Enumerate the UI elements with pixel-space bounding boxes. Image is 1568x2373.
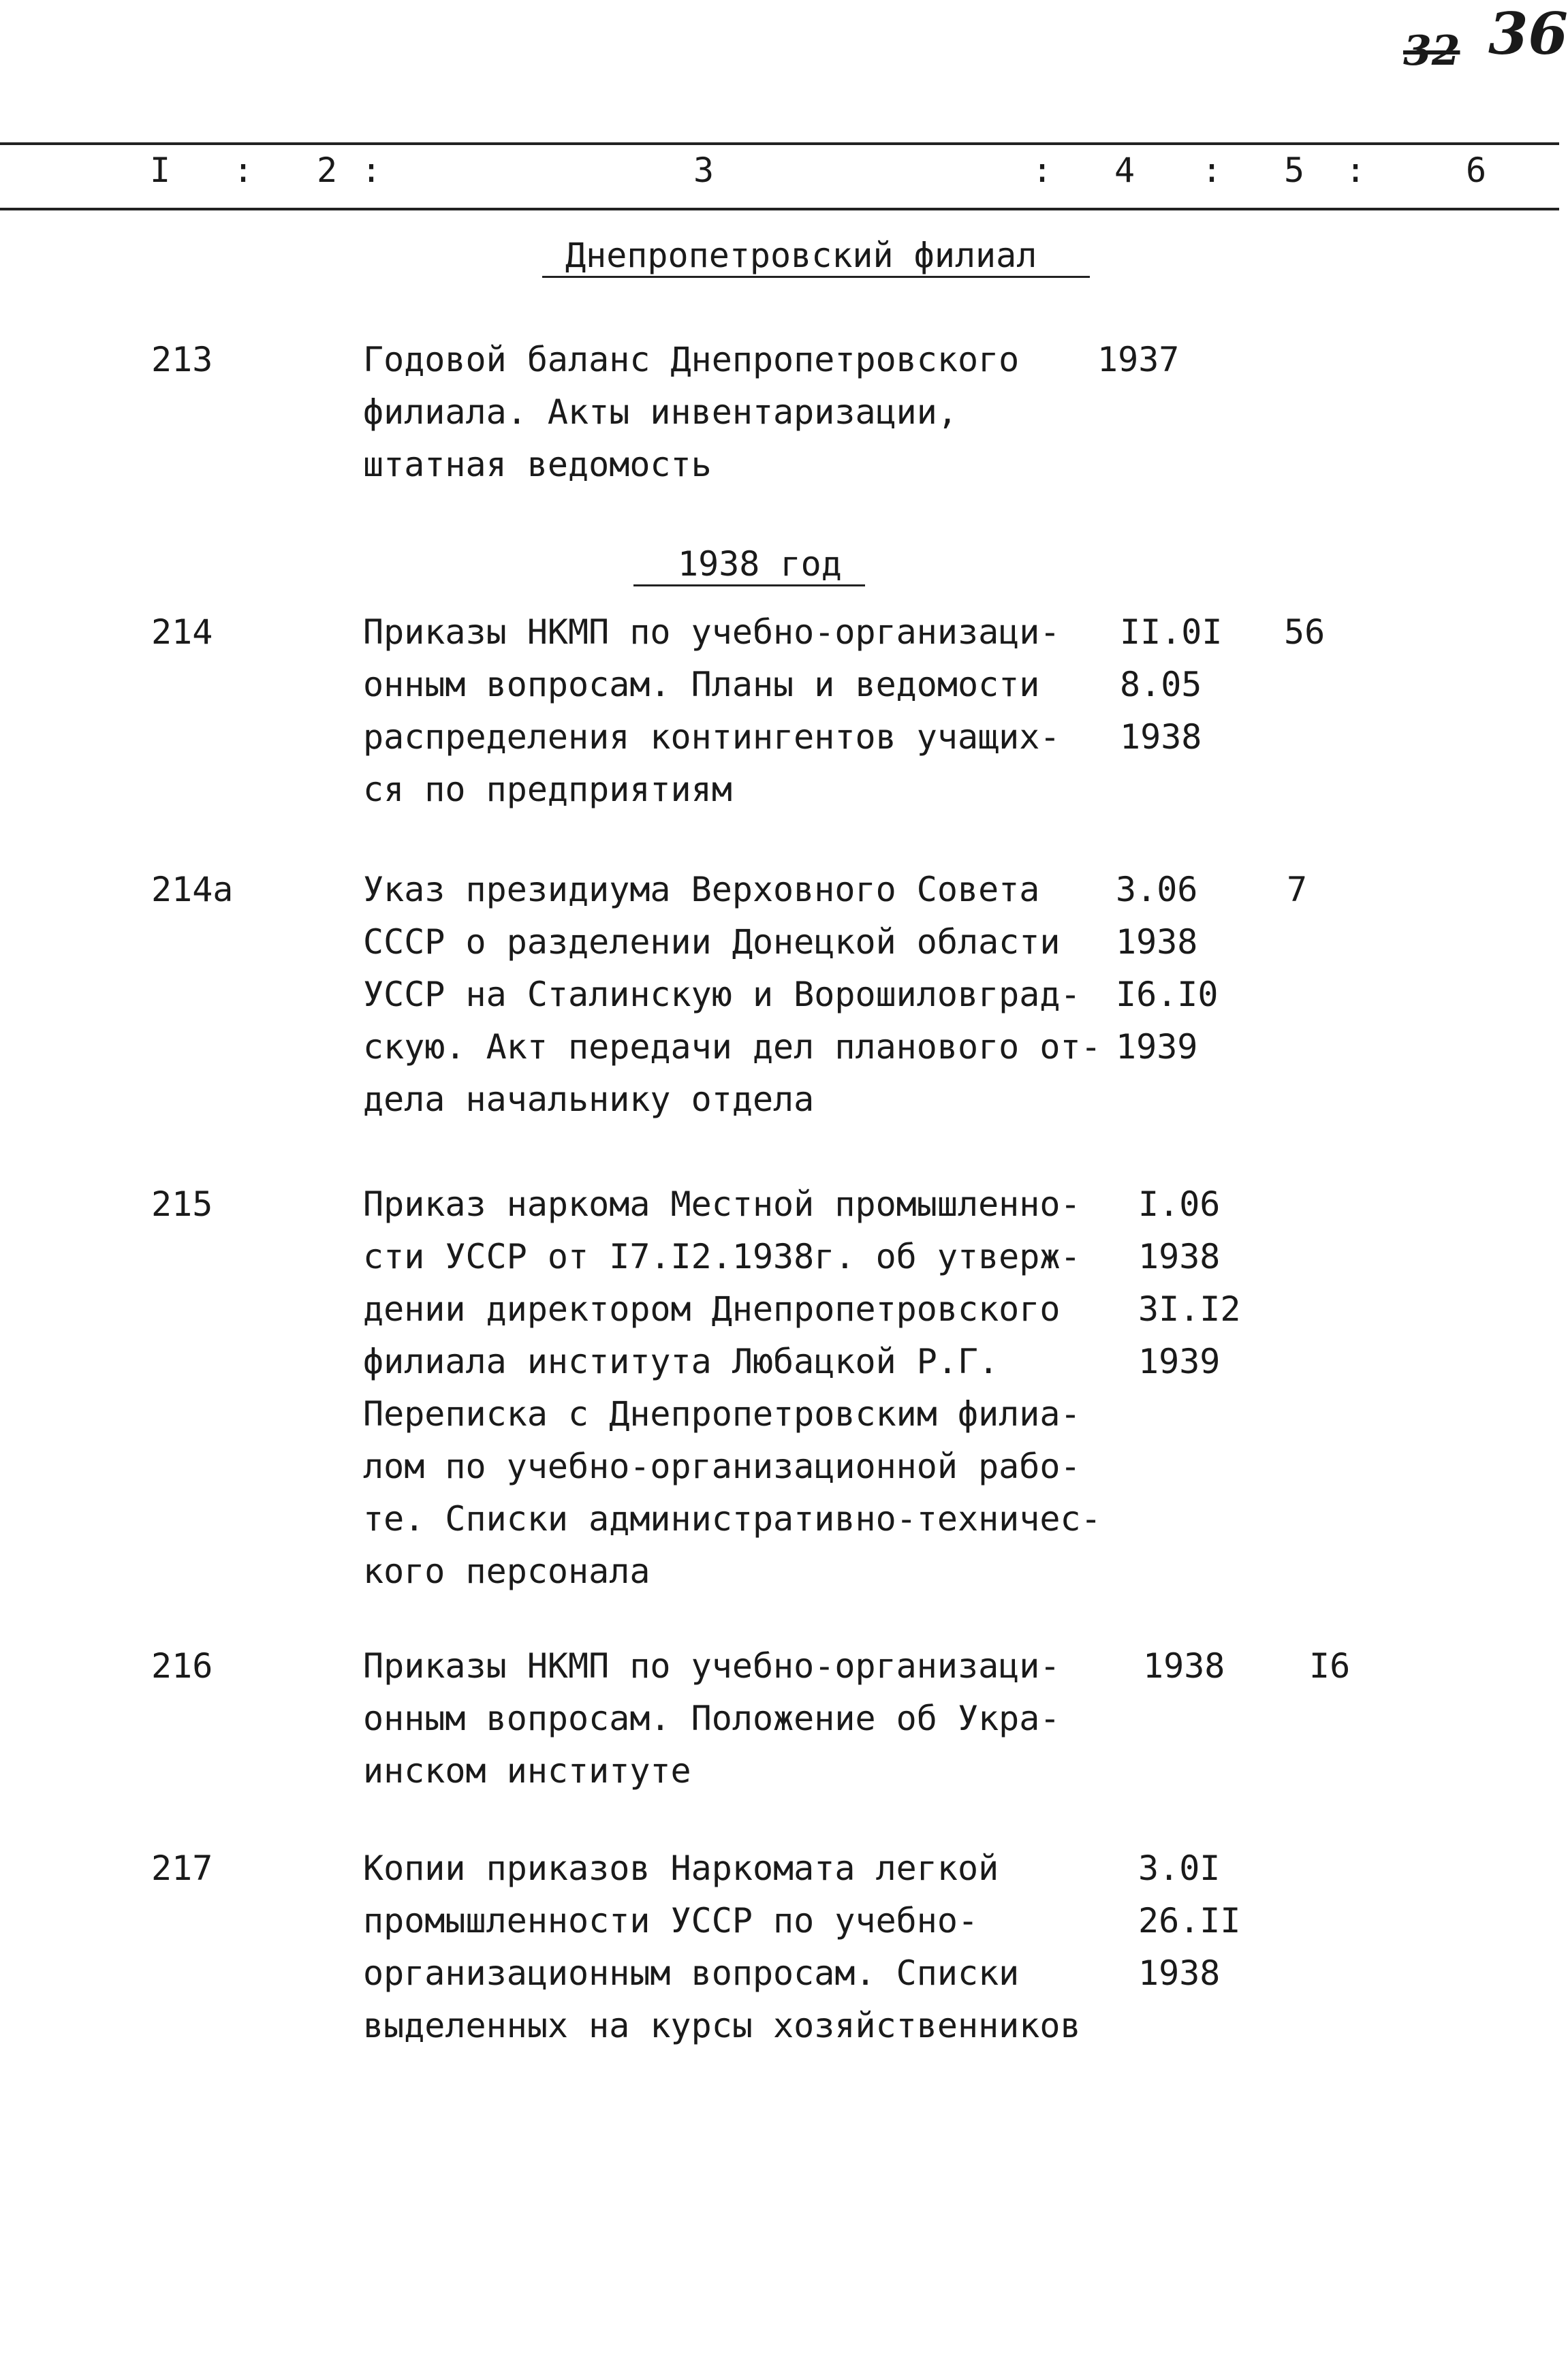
description-line: филиала. Акты инвентаризации, [363, 392, 958, 432]
column-separator: : [1345, 151, 1366, 190]
old-page-number: 32 [1403, 27, 1460, 75]
entry-sheet-count: 7 [1287, 870, 1308, 909]
year-heading-underline [633, 584, 865, 586]
date-line: 3I.I2 [1138, 1289, 1241, 1329]
entry-dates [1120, 606, 1223, 764]
description-line: дении директором Днепропетровского [363, 1289, 1061, 1329]
entry-dates [1138, 1178, 1241, 1388]
column-header-1: I [150, 151, 171, 190]
description-line: филиала института Любацкой Р.Г. [363, 1342, 999, 1381]
description-line: онным вопросам. Положение об Укра- [363, 1699, 1061, 1738]
date-line: I6.I0 [1116, 975, 1219, 1014]
date-line: 1939 [1116, 1027, 1198, 1067]
date-line: 1938 [1138, 1953, 1221, 1993]
description-line: дела начальнику отдела [363, 1080, 815, 1119]
column-header-2: 2 [317, 151, 338, 190]
entry-dates [1116, 864, 1219, 1073]
description-line: распределения контингентов учащих- [363, 717, 1061, 757]
date-line: 1937 [1097, 340, 1180, 379]
entry-number: 213 [151, 340, 213, 379]
column-separator: : [233, 151, 254, 190]
entry-description [363, 864, 1101, 1126]
description-line: сти УССР от I7.I2.1938г. об утверж- [363, 1237, 1081, 1276]
column-header-6: 6 [1466, 151, 1487, 190]
date-line: I.06 [1138, 1184, 1221, 1224]
date-line: 26.II [1138, 1901, 1241, 1940]
date-line: 3.0I [1138, 1849, 1221, 1888]
column-header-4: 4 [1114, 151, 1135, 190]
header-top-rule [0, 142, 1559, 145]
description-line: ся по предприятиям [363, 770, 732, 809]
entry-dates [1143, 1640, 1225, 1693]
description-line: лом по учебно-организационной рабо- [363, 1447, 1081, 1486]
description-line: Приказы НКМП по учебно-организаци- [363, 612, 1061, 652]
description-line: УССР на Сталинскую и Ворошиловград- [363, 975, 1081, 1014]
entry-number: 216 [151, 1646, 213, 1686]
entry-number: 214 [151, 612, 213, 652]
description-line: скую. Акт передачи дел планового от- [363, 1027, 1101, 1067]
column-separator: : [1202, 151, 1223, 190]
entry-sheet-count: I6 [1309, 1646, 1351, 1686]
date-line: 1938 [1120, 717, 1202, 757]
column-header-3: 3 [693, 151, 715, 190]
entry-dates [1097, 334, 1179, 386]
description-line: инском институте [363, 1751, 691, 1791]
description-line: онным вопросам. Планы и ведомости [363, 665, 1040, 704]
description-line: Годовой баланс Днепропетровского [363, 340, 1020, 379]
column-header-5: 5 [1284, 151, 1305, 190]
description-line: штатная ведомость [363, 445, 712, 484]
date-line: 1939 [1138, 1342, 1221, 1381]
entry-dates [1138, 1842, 1241, 2000]
entry-number: 215 [151, 1184, 213, 1224]
date-line: 3.06 [1116, 870, 1198, 909]
description-line: кого персонала [363, 1552, 650, 1591]
entry-description [363, 1842, 1081, 2052]
entry-description [363, 606, 1061, 816]
description-line: выделенных на курсы хозяйственников [363, 2006, 1081, 2045]
year-heading: 1938 год [678, 544, 842, 584]
date-line: 8.05 [1120, 665, 1202, 704]
date-line: 1938 [1143, 1646, 1225, 1686]
date-line: 1938 [1116, 922, 1198, 962]
description-line: Указ президиума Верховного Совета [363, 870, 1040, 909]
description-line: Переписка с Днепропетровским филиа- [363, 1394, 1081, 1434]
date-line: II.0I [1120, 612, 1223, 652]
entry-number: 217 [151, 1849, 213, 1888]
entry-sheet-count: 56 [1284, 612, 1326, 652]
page-number: 36 [1488, 0, 1568, 67]
entry-description [363, 1178, 1101, 1598]
entry-number: 214а [151, 870, 234, 909]
description-line: Приказы НКМП по учебно-организаци- [363, 1646, 1061, 1686]
date-line: 1938 [1138, 1237, 1221, 1276]
description-line: организационным вопросам. Списки [363, 1953, 1020, 1993]
description-line: Приказ наркома Местной промышленно- [363, 1184, 1081, 1224]
description-line: Копии приказов Наркомата легкой [363, 1849, 999, 1888]
header-bottom-rule [0, 208, 1559, 210]
entry-description [363, 334, 1019, 491]
description-line: те. Списки административно-техничес- [363, 1499, 1101, 1539]
description-line: СССР о разделении Донецкой области [363, 922, 1061, 962]
column-separator: : [361, 151, 382, 190]
column-separator: : [1032, 151, 1053, 190]
entry-description [363, 1640, 1061, 1797]
section-title-underline [542, 276, 1090, 278]
description-line: промышленности УССР по учебно- [363, 1901, 979, 1940]
section-title: Днепропетровский филиал [565, 236, 1037, 275]
